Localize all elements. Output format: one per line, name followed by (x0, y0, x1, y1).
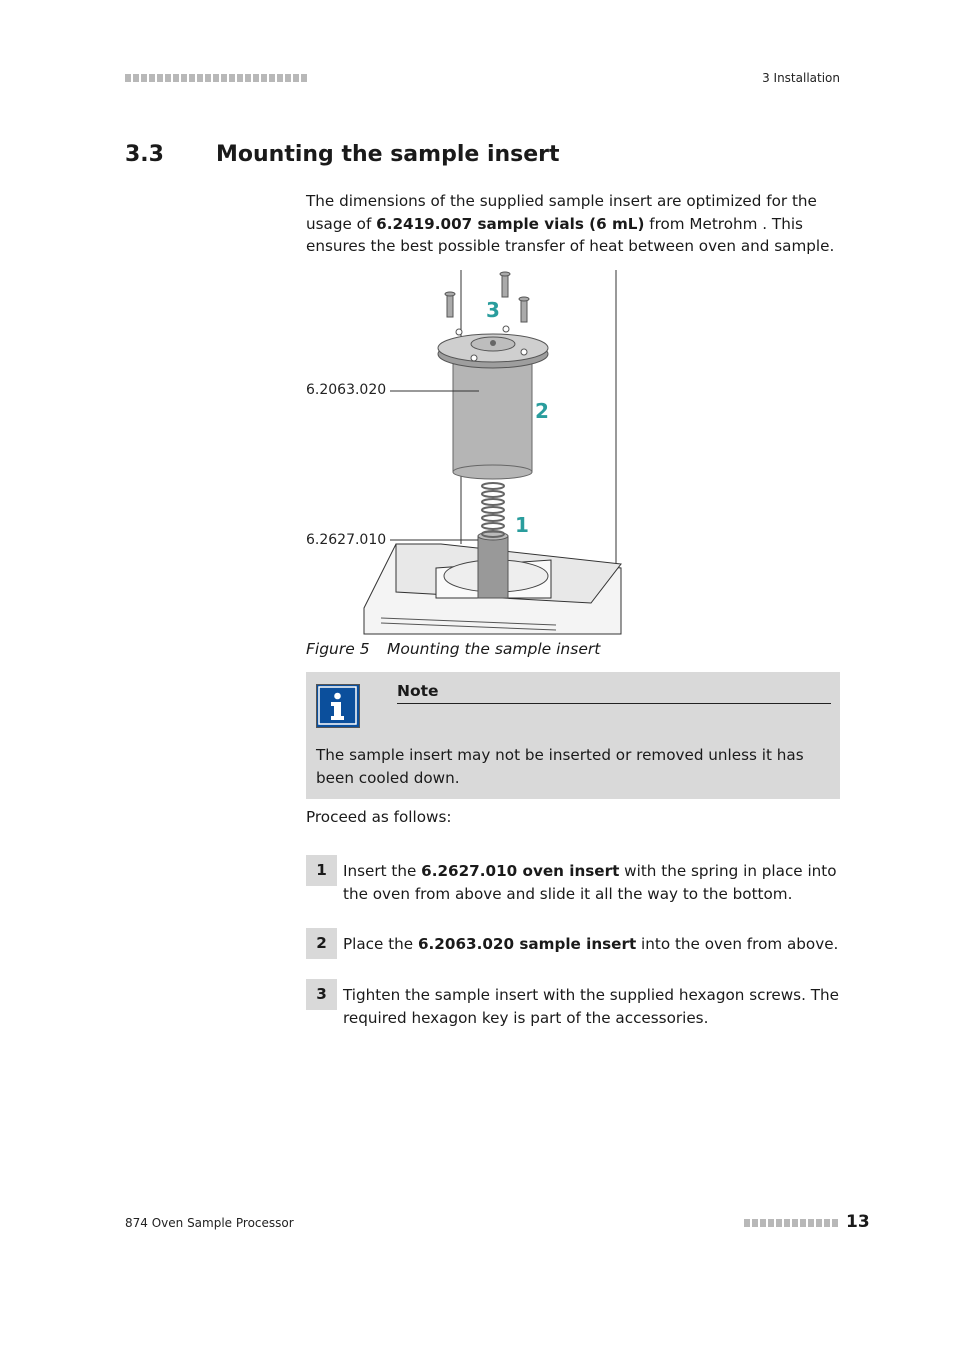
callout-oven-insert: 6.2627.010 (306, 532, 387, 548)
note-text: The sample insert may not be inserted or removed unless it has been cooled down. (316, 746, 804, 787)
section-number: 3.3 (125, 142, 164, 167)
intro-text-1: The dimensions of the supplied sample insert are optimized for the usage of (306, 192, 817, 233)
footer-decoration (744, 1219, 840, 1227)
step-text-bold: 6.2063.020 sample insert (417, 935, 637, 953)
note-box (306, 672, 840, 799)
callout-sample-insert: 6.2063.020 (306, 382, 387, 398)
step-number: 1 (306, 855, 337, 886)
intro-text-2: from Metrohm . This ensures the best possible transfer of heat between oven and sample. (306, 214, 835, 255)
step-text-pre: Tighten the sample insert with the supplied hexagon screws. The required hexagon key is part of the accessories. (343, 986, 839, 1027)
step-text-post: with the spring in place into the oven from above and slide it all the way to the bottom. (343, 862, 837, 903)
intro-bold: 6.2419.007 sample vials (6 mL) (376, 214, 645, 233)
header-decoration (125, 74, 307, 82)
step-number: 3 (306, 979, 337, 1010)
note-divider (397, 703, 831, 704)
marker-1: 1 (515, 513, 529, 537)
info-icon (316, 684, 360, 728)
marker-2: 2 (535, 399, 549, 423)
section-title: Mounting the sample insert (216, 142, 560, 167)
page-number: 13 (846, 1212, 870, 1232)
intro-paragraph (306, 190, 840, 258)
mounting-illustration (306, 268, 636, 636)
footer-product: 874 Oven Sample Processor (125, 1216, 294, 1230)
step-text-pre: Insert the (343, 862, 422, 880)
step-text-bold: 6.2627.010 oven insert (421, 862, 620, 880)
step-text-pre: Place the (343, 935, 418, 953)
step-text (343, 933, 843, 956)
figure-caption (306, 640, 600, 658)
step-number: 2 (306, 928, 337, 959)
step-text-post: into the oven from above. (636, 935, 839, 953)
header-chapter: 3 Installation (762, 71, 840, 85)
figure-label: Figure 5 (306, 640, 370, 658)
spring-shape (482, 483, 504, 537)
mounting-figure (306, 268, 636, 636)
step-text (343, 984, 843, 1029)
step-text (343, 860, 843, 905)
marker-3: 3 (486, 298, 500, 322)
note-title: Note (397, 682, 439, 700)
proceed-text: Proceed as follows: (306, 808, 452, 826)
figure-caption-text: Mounting the sample insert (387, 640, 601, 658)
